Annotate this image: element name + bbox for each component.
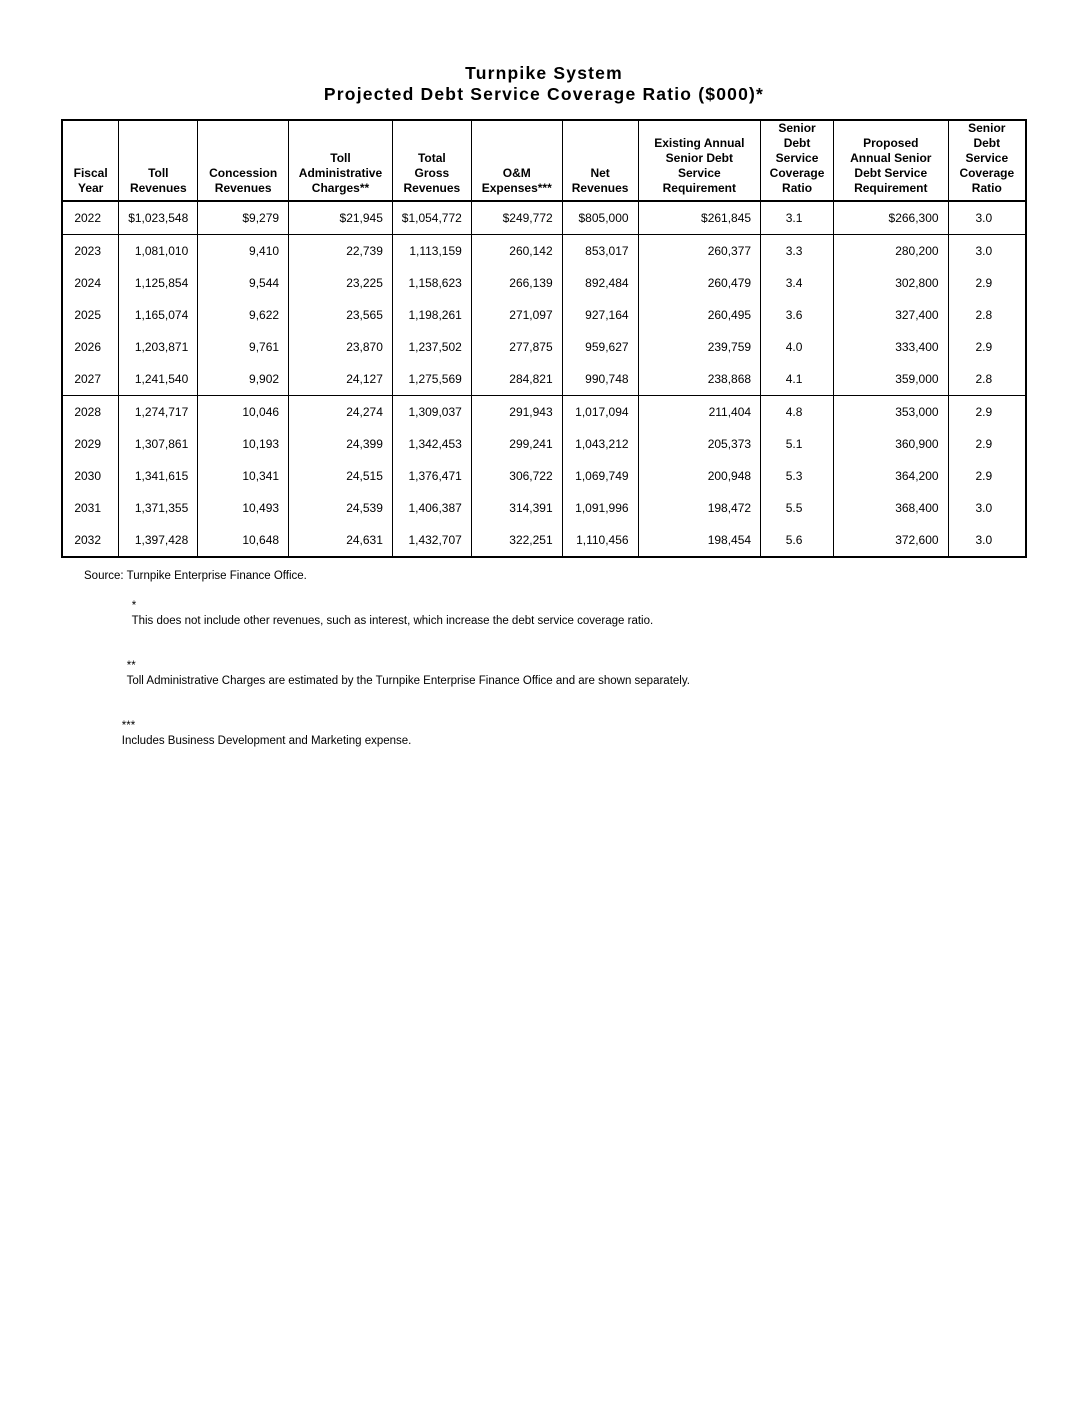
table-cell: 24,399	[289, 428, 393, 460]
title-line-1: Turnpike System	[465, 63, 623, 83]
column-header: Total Gross Revenues	[392, 120, 471, 201]
table-cell: 333,400	[833, 331, 948, 363]
table-cell: 1,237,502	[392, 331, 471, 363]
debt-coverage-table	[61, 119, 1027, 558]
footnote-2-mark: **	[126, 660, 136, 672]
table-cell: 2.8	[948, 363, 1026, 396]
table-cell: 1,110,456	[562, 524, 638, 557]
table-cell: 2.9	[948, 396, 1026, 429]
table-cell: 4.8	[761, 396, 834, 429]
table-cell: 2.9	[948, 428, 1026, 460]
table-cell: 1,406,387	[392, 492, 471, 524]
table-cell: 24,274	[289, 396, 393, 429]
table-cell: 2026	[62, 331, 119, 363]
table-cell: 9,761	[198, 331, 289, 363]
table-cell: $266,300	[833, 201, 948, 235]
table-cell: 9,410	[198, 235, 289, 268]
table-cell: $805,000	[562, 201, 638, 235]
table-cell: 360,900	[833, 428, 948, 460]
table-cell: 3.1	[761, 201, 834, 235]
table-cell: 5.6	[761, 524, 834, 557]
table-cell: 1,376,471	[392, 460, 471, 492]
page-title	[0, 63, 1088, 105]
table-cell: 892,484	[562, 267, 638, 299]
table-cell: 2029	[62, 428, 119, 460]
table-cell: 2028	[62, 396, 119, 429]
footnotes	[84, 569, 690, 764]
column-header: Existing Annual Senior Debt Service Requirement	[638, 120, 761, 201]
table-cell: 9,622	[198, 299, 289, 331]
table-cell: 4.0	[761, 331, 834, 363]
table-cell: 24,631	[289, 524, 393, 557]
table-cell: 1,241,540	[119, 363, 198, 396]
table-cell: 23,870	[289, 331, 393, 363]
column-header: Net Revenues	[562, 120, 638, 201]
table-cell: 22,739	[289, 235, 393, 268]
table-cell: 5.1	[761, 428, 834, 460]
title-line-2: Projected Debt Service Coverage Ratio ($000)*	[323, 84, 765, 104]
table-cell: 10,193	[198, 428, 289, 460]
table-cell: 260,495	[638, 299, 761, 331]
table-cell: 23,225	[289, 267, 393, 299]
table-cell: $1,054,772	[392, 201, 471, 235]
column-header: Senior Debt Service Coverage Ratio	[948, 120, 1026, 201]
table-cell: 2031	[62, 492, 119, 524]
table-cell: $261,845	[638, 201, 761, 235]
table-cell: 1,043,212	[562, 428, 638, 460]
table-cell: 200,948	[638, 460, 761, 492]
footnote-2	[84, 644, 690, 704]
table-cell: 1,275,569	[392, 363, 471, 396]
table-cell: 9,544	[198, 267, 289, 299]
table-cell: 927,164	[562, 299, 638, 331]
table-cell: 359,000	[833, 363, 948, 396]
table-cell: 260,377	[638, 235, 761, 268]
table-cell: 327,400	[833, 299, 948, 331]
footnote-3	[84, 704, 690, 764]
table-row	[62, 428, 1026, 460]
header-row	[62, 120, 1026, 201]
table-cell: 239,759	[638, 331, 761, 363]
table-cell: 284,821	[471, 363, 562, 396]
table-row	[62, 396, 1026, 429]
table-cell: 1,198,261	[392, 299, 471, 331]
table-cell: 302,800	[833, 267, 948, 299]
table-cell: 266,139	[471, 267, 562, 299]
table-cell: 198,454	[638, 524, 761, 557]
column-header: Proposed Annual Senior Debt Service Requirement	[833, 120, 948, 201]
table-cell: 1,113,159	[392, 235, 471, 268]
table-cell: 211,404	[638, 396, 761, 429]
table-cell: 3.0	[948, 235, 1026, 268]
table-cell: 1,432,707	[392, 524, 471, 557]
table-row	[62, 460, 1026, 492]
column-header: O&M Expenses***	[471, 120, 562, 201]
table-cell: 3.0	[948, 492, 1026, 524]
table-cell: 10,046	[198, 396, 289, 429]
table-cell: 959,627	[562, 331, 638, 363]
table-cell: 205,373	[638, 428, 761, 460]
table-cell: 260,142	[471, 235, 562, 268]
footnote-2-text: Toll Administrative Charges are estimated by the Turnpike Enterprise Finance Office and are shown separately.	[126, 675, 690, 687]
table-cell: 368,400	[833, 492, 948, 524]
table-cell: 2024	[62, 267, 119, 299]
table-cell: 198,472	[638, 492, 761, 524]
table-row	[62, 299, 1026, 331]
table-cell: 277,875	[471, 331, 562, 363]
table-cell: 2030	[62, 460, 119, 492]
table-cell: 271,097	[471, 299, 562, 331]
table-cell: 3.4	[761, 267, 834, 299]
column-header: Concession Revenues	[198, 120, 289, 201]
table-cell: 2022	[62, 201, 119, 235]
table-cell: 24,515	[289, 460, 393, 492]
table-cell: 1,397,428	[119, 524, 198, 557]
table-cell: 322,251	[471, 524, 562, 557]
table-row	[62, 363, 1026, 396]
table-cell: 2.9	[948, 267, 1026, 299]
table-row	[62, 524, 1026, 557]
table-cell: 1,091,996	[562, 492, 638, 524]
table-row	[62, 201, 1026, 235]
table-cell: 238,868	[638, 363, 761, 396]
table-cell: 9,902	[198, 363, 289, 396]
table-cell: 1,165,074	[119, 299, 198, 331]
table-cell: 1,069,749	[562, 460, 638, 492]
table-cell: 299,241	[471, 428, 562, 460]
table-cell: 990,748	[562, 363, 638, 396]
table-cell: 3.0	[948, 201, 1026, 235]
table-cell: 1,017,094	[562, 396, 638, 429]
table-cell: 1,125,854	[119, 267, 198, 299]
table-cell: 364,200	[833, 460, 948, 492]
table-cell: 1,341,615	[119, 460, 198, 492]
table-cell: 1,342,453	[392, 428, 471, 460]
table-cell: 306,722	[471, 460, 562, 492]
table-cell: 1,307,861	[119, 428, 198, 460]
table-cell: $21,945	[289, 201, 393, 235]
table-cell: 2.9	[948, 460, 1026, 492]
table-cell: 2.8	[948, 299, 1026, 331]
table-cell: 1,309,037	[392, 396, 471, 429]
table-cell: 3.0	[948, 524, 1026, 557]
footnote-3-text: Includes Business Development and Marketing expense.	[121, 735, 412, 747]
table-cell: 2.9	[948, 331, 1026, 363]
table-cell: 314,391	[471, 492, 562, 524]
table-cell: 10,648	[198, 524, 289, 557]
table-cell: 853,017	[562, 235, 638, 268]
footnote-3-mark: ***	[121, 720, 136, 732]
column-header: Toll Revenues	[119, 120, 198, 201]
table-cell: 260,479	[638, 267, 761, 299]
footnote-1-mark: *	[131, 600, 137, 612]
column-header: Toll Administrative Charges**	[289, 120, 393, 201]
source-note: Source: Turnpike Enterprise Finance Office.	[84, 570, 307, 582]
table-cell: 10,493	[198, 492, 289, 524]
table-cell: 4.1	[761, 363, 834, 396]
table-cell: 2025	[62, 299, 119, 331]
table-row	[62, 267, 1026, 299]
footnote-1-text: This does not include other revenues, such as interest, which increase the debt service coverage ratio.	[131, 615, 654, 627]
table-cell: $9,279	[198, 201, 289, 235]
table-cell: $1,023,548	[119, 201, 198, 235]
table-row	[62, 331, 1026, 363]
table-cell: 280,200	[833, 235, 948, 268]
table-cell: $249,772	[471, 201, 562, 235]
table-cell: 1,081,010	[119, 235, 198, 268]
table-cell: 1,371,355	[119, 492, 198, 524]
table-cell: 1,274,717	[119, 396, 198, 429]
table-cell: 10,341	[198, 460, 289, 492]
table-cell: 2023	[62, 235, 119, 268]
table-cell: 2032	[62, 524, 119, 557]
table-cell: 1,203,871	[119, 331, 198, 363]
table-cell: 5.3	[761, 460, 834, 492]
table-cell: 5.5	[761, 492, 834, 524]
table-cell: 24,127	[289, 363, 393, 396]
table-cell: 353,000	[833, 396, 948, 429]
table-cell: 3.6	[761, 299, 834, 331]
column-header: Senior Debt Service Coverage Ratio	[761, 120, 834, 201]
table-cell: 24,539	[289, 492, 393, 524]
table-cell: 291,943	[471, 396, 562, 429]
table-row	[62, 492, 1026, 524]
table-body	[62, 201, 1026, 557]
table-cell: 23,565	[289, 299, 393, 331]
footnote-1	[84, 584, 690, 644]
table-row	[62, 235, 1026, 268]
table-cell: 372,600	[833, 524, 948, 557]
table-cell: 3.3	[761, 235, 834, 268]
table-cell: 2027	[62, 363, 119, 396]
table-cell: 1,158,623	[392, 267, 471, 299]
column-header: Fiscal Year	[62, 120, 119, 201]
